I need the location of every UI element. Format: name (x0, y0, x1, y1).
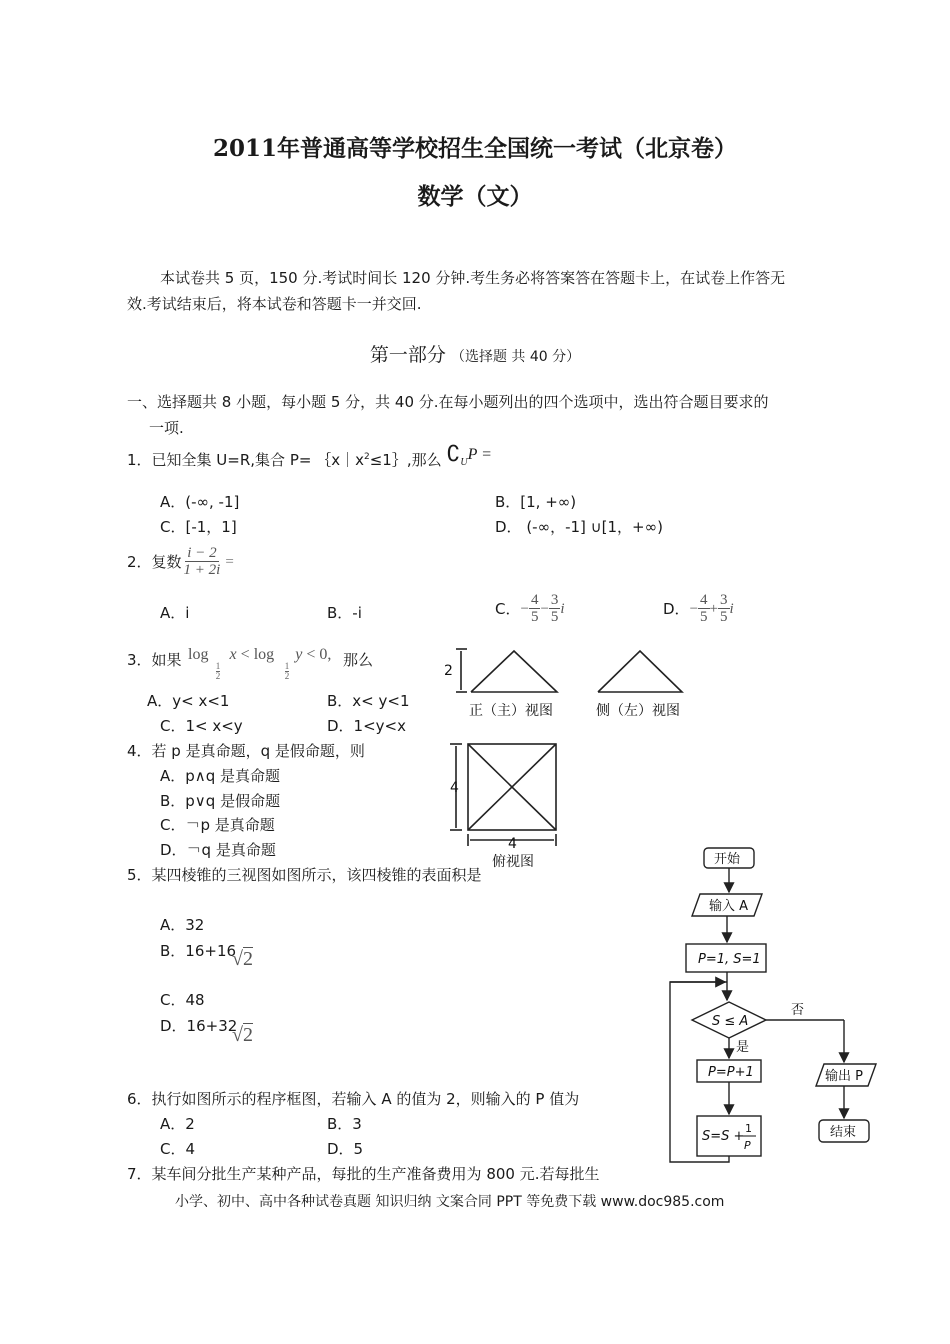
q5-b-sqrt-value: 2 (242, 948, 253, 970)
q3-tail: 那么 (343, 651, 374, 669)
dim-bottom-label: 4 (508, 836, 517, 852)
q2-numerator: i − 2 (187, 545, 217, 561)
flow-start-label: 开始 (714, 852, 741, 867)
q3-stem: 3．如果 (127, 651, 182, 669)
q1-sup: 2 (363, 452, 370, 462)
q1-option-c: C．[-1，1] (160, 518, 237, 536)
flow-condition-label: S ≤ A (712, 1014, 749, 1029)
q2-c-f2-num: 3 (550, 592, 559, 608)
q2-equals: = (225, 553, 234, 570)
question-5-stem: 5．某四棱锥的三视图如图所示，该四棱锥的表面积是 (127, 866, 482, 884)
q2-option-d: D． − $\frac{4}{5}$ + $\frac{3}{5}$ i (663, 592, 734, 625)
flow-init-label: P=1, S=1 (698, 952, 761, 967)
question-1-stem (127, 441, 492, 477)
q6-option-d: D．5 (327, 1140, 364, 1158)
q5-d-sqrt-value: 2 (242, 1024, 253, 1046)
q2-option-c-label: C． (495, 599, 521, 618)
front-view-triangle (471, 651, 557, 692)
flow-step-2-label: S=S + (702, 1129, 745, 1144)
part-heading (0, 340, 950, 367)
section-instructions-1: 一、选择题共 8 小题，每小题 5 分，共 40 分.在每小题列出的四个选项中，选出符合题目要求的 (127, 393, 769, 411)
q2-denominator: 1 + 2i (183, 562, 221, 578)
q1-stem-b: ≤1｝,那么 (369, 451, 442, 469)
q3-base-1-den: 2 (215, 671, 221, 681)
q2-c-f2-den: 5 (550, 609, 559, 625)
q2-d-f1-num: 4 (700, 592, 708, 608)
q2-option-b: B．-i (327, 604, 362, 622)
front-view-label: 正（主）视图 (469, 703, 553, 719)
q3-inequality: log x < log y < 0, (188, 646, 332, 663)
q5-option-b-text: B．16+16 (160, 942, 237, 960)
flow-input-label: 输入 A (709, 899, 749, 914)
q6-option-b: B．3 (327, 1115, 362, 1133)
q3-base-2-den: 2 (284, 671, 290, 681)
intro-line-2: 效.考试结束后，将本试卷和答题卡一并交回. (127, 295, 422, 313)
question-4-stem: 4．若 p 是真命题，q 是假命题，则 (127, 742, 365, 760)
q1-option-b: B．[1, +∞) (495, 493, 577, 511)
section-instructions-2: 一项. (149, 419, 184, 437)
flow-yes-label: 是 (736, 1040, 750, 1055)
q5-d-sqrt: √2 (232, 1024, 253, 1046)
q2-c-f1-den: 5 (530, 609, 539, 625)
page-title: 2011年普通高等学校招生全国统一考试（北京卷） (212, 135, 737, 162)
q4-option-a: A．p∧q 是真命题 (160, 767, 281, 785)
q3-option-c: C．1< x<y (160, 717, 243, 735)
q5-option-c: C．48 (160, 991, 205, 1009)
q5-b-sqrt: √2 (232, 948, 253, 970)
flow-step-2-num: 1 (745, 1122, 752, 1135)
q5-option-d: D．16+32 (160, 1017, 238, 1035)
q2-c-f1-num: 4 (530, 592, 539, 608)
q6-option-a: A．2 (160, 1115, 195, 1133)
flow-step-1-label: P=P+1 (708, 1065, 754, 1080)
q1-formula-sub: U (460, 457, 468, 468)
dim-side-label: 4 (450, 780, 459, 796)
q3-log-1: log (188, 646, 209, 663)
flow-no-label: 否 (791, 1003, 805, 1018)
footer-text: 小学、初中、高中各种试卷真题 知识归纳 文案合同 PPT 等免费下载 www.doc985.com (175, 1194, 725, 1210)
q2-option-c: C． − $\frac{4}{5}$ − $\frac{3}{5}$ i (495, 592, 565, 625)
q2-stem: 2．复数 (127, 552, 182, 571)
dim-height-label: 2 (444, 663, 453, 679)
flow-output-label: 输出 P (825, 1069, 863, 1084)
side-view-triangle (598, 651, 682, 692)
flow-step-2-den: P (744, 1139, 751, 1152)
question-3-stem (127, 650, 182, 670)
part-note: （选择题 共 40 分） (450, 349, 581, 365)
q2-fraction (182, 545, 223, 578)
three-views-figure (436, 640, 706, 870)
q1-formula-tail: P = (467, 446, 492, 463)
page-subtitle: 数学（文） (417, 183, 533, 210)
q2-option-a: A．i (160, 604, 190, 622)
q4-option-c: C．￢p 是真命题 (160, 816, 275, 834)
part-title: 第一部分 (369, 344, 446, 366)
q3-base-1 (214, 662, 222, 681)
q2-d-f1-den: 5 (700, 609, 708, 625)
flowchart-figure (664, 842, 894, 1172)
question-7-stem: 7．某车间分批生产某种产品，每批的生产准备费用为 800 元.若每批生 (127, 1165, 600, 1183)
side-view-label: 侧（左）视图 (596, 703, 680, 719)
q3-base-2 (283, 662, 291, 681)
q5-option-a: A．32 (160, 916, 205, 934)
q4-option-b: B．p∨q 是假命题 (160, 792, 281, 810)
q3-base-1-num: 1 (215, 661, 221, 671)
q2-d-f2-den: 5 (720, 609, 728, 625)
q3-option-b: B．x< y<1 (327, 692, 410, 710)
q2-option-d-label: D． (663, 599, 690, 618)
top-view-label: 俯视图 (492, 854, 534, 870)
q3-log-2: log (253, 646, 275, 663)
q3-option-d: D．1<y<x (327, 717, 406, 735)
q2-d-f2-num: 3 (720, 592, 728, 608)
q6-option-c: C．4 (160, 1140, 196, 1158)
q3-base-2-num: 1 (284, 661, 290, 671)
intro-line-1: 本试卷共 5 页，150 分.考试时间长 120 分钟.考生务必将答案答在答题卡上，在试卷上作答无 (160, 269, 786, 287)
q1-complement-symbol: ∁ (446, 441, 461, 466)
question-6-stem: 6．执行如图所示的程序框图，若输入 A 的值为 2，则输入的 P 值为 (127, 1090, 580, 1108)
flow-end-label: 结束 (830, 1125, 857, 1140)
q3-option-a: A．y< x<1 (147, 692, 230, 710)
q1-option-a: A．(-∞, -1] (160, 493, 240, 511)
question-2-stem (127, 545, 234, 578)
q1-option-d: D． (-∞，-1] ∪[1，+∞) (495, 518, 663, 536)
q4-option-d: D．￢q 是真命题 (160, 841, 276, 859)
q1-stem-a: 1．已知全集 U=R,集合 P= ｛x｜x (127, 451, 364, 469)
q5-option-b (160, 941, 236, 961)
